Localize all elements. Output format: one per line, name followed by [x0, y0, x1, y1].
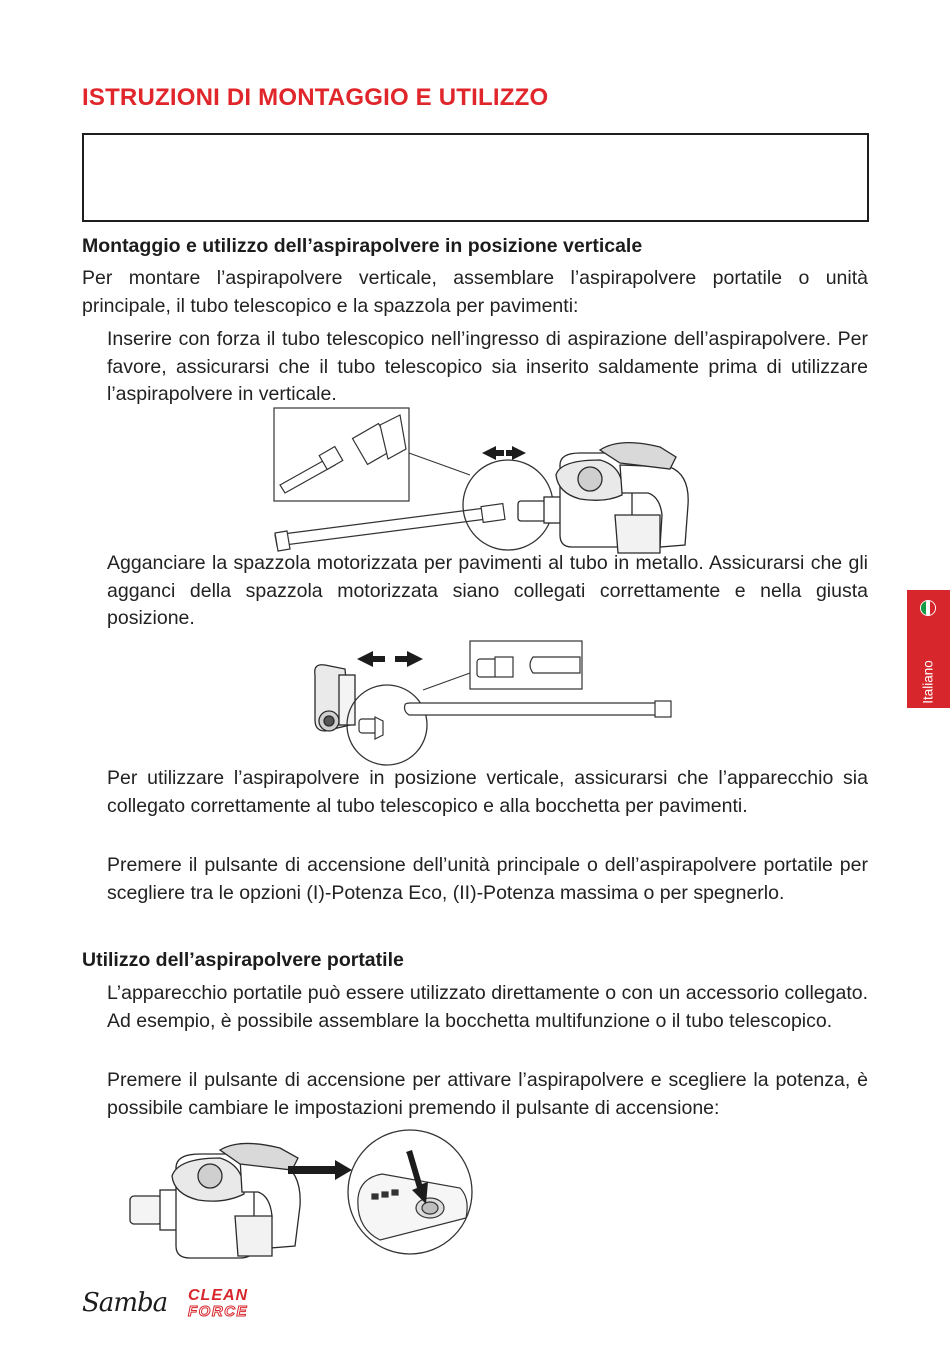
language-tab [907, 590, 950, 708]
step-verify-connection: Per utilizzare l’aspirapolvere in posizione verticale, assicurarsi che l’apparecchio sia collegato correttamente al tubo telescopico e alla bocchetta per pavimenti. [107, 767, 868, 817]
vacuum-main-unit [518, 443, 688, 553]
step-attach-brush: Agganciare la spazzola motorizzata per pavimenti al tubo in metallo. Assicurarsi che gli agganci della spazzola motorizzata siano collegati correttamente e nella giusta posizione. [107, 552, 868, 629]
arrow-left-right-icon [482, 446, 526, 460]
step-insert-tube: Inserire con forza il tubo telescopico nell’ingresso di aspirazione dell’aspirapolvere. Per favore, assicurarsi che il tubo telescopico sia inserito saldamente prima di utilizzare l’aspirapolvere in verticale. [107, 328, 868, 405]
handheld-vacuum [130, 1143, 300, 1258]
page-title: ISTRUZIONI DI MONTAGGIO E UTILIZZO [82, 84, 549, 111]
italian-flag-icon [920, 600, 936, 616]
logo-samba: Samba [82, 1288, 168, 1318]
arrow-right-icon [288, 1160, 352, 1180]
telescopic-tube [275, 504, 505, 551]
intro-paragraph: Per montare l’aspirapolvere verticale, assemblare l’aspirapolvere portatile o unità principale, il tubo telescopico e la spazzola per pavimenti: [82, 267, 868, 317]
brush-attachment-illustration [305, 635, 690, 765]
step-handheld-use: L’apparecchio portatile può essere utilizzato direttamente o con un accessorio collegato. Ad esempio, è possibile assemblare la bocchetta multifunzione o il tubo telescopico. [107, 982, 868, 1032]
language-label: Italiano [920, 660, 936, 704]
brand-logo [82, 1284, 277, 1324]
tube-insertion-illustration [260, 405, 700, 565]
step-handheld-power: Premere il pulsante di accensione per attivare l’aspirapolvere e scegliere la potenza, è possibile cambiare le impostazioni premendo il pulsante di accensione: [107, 1069, 868, 1119]
arrow-left-right-icon [357, 651, 423, 667]
step-power-button: Premere il pulsante di accensione dell’unità principale o dell’aspirapolvere portatile per scegliere tra le opzioni (I)-Potenza Eco, (II)-Potenza massima o per spegnerlo. [107, 854, 868, 904]
power-button-illustration [120, 1128, 480, 1268]
logo-clean: CLEAN [188, 1287, 249, 1304]
section-heading-handheld: Utilizzo dell’aspirapolvere portatile [82, 949, 404, 971]
floor-brush [315, 665, 355, 731]
notice-box [82, 133, 869, 222]
logo-force: FORCE [188, 1303, 248, 1320]
metal-tube [405, 701, 672, 717]
section-heading-upright: Montaggio e utilizzo dell’aspirapolvere in posizione verticale [82, 235, 643, 257]
